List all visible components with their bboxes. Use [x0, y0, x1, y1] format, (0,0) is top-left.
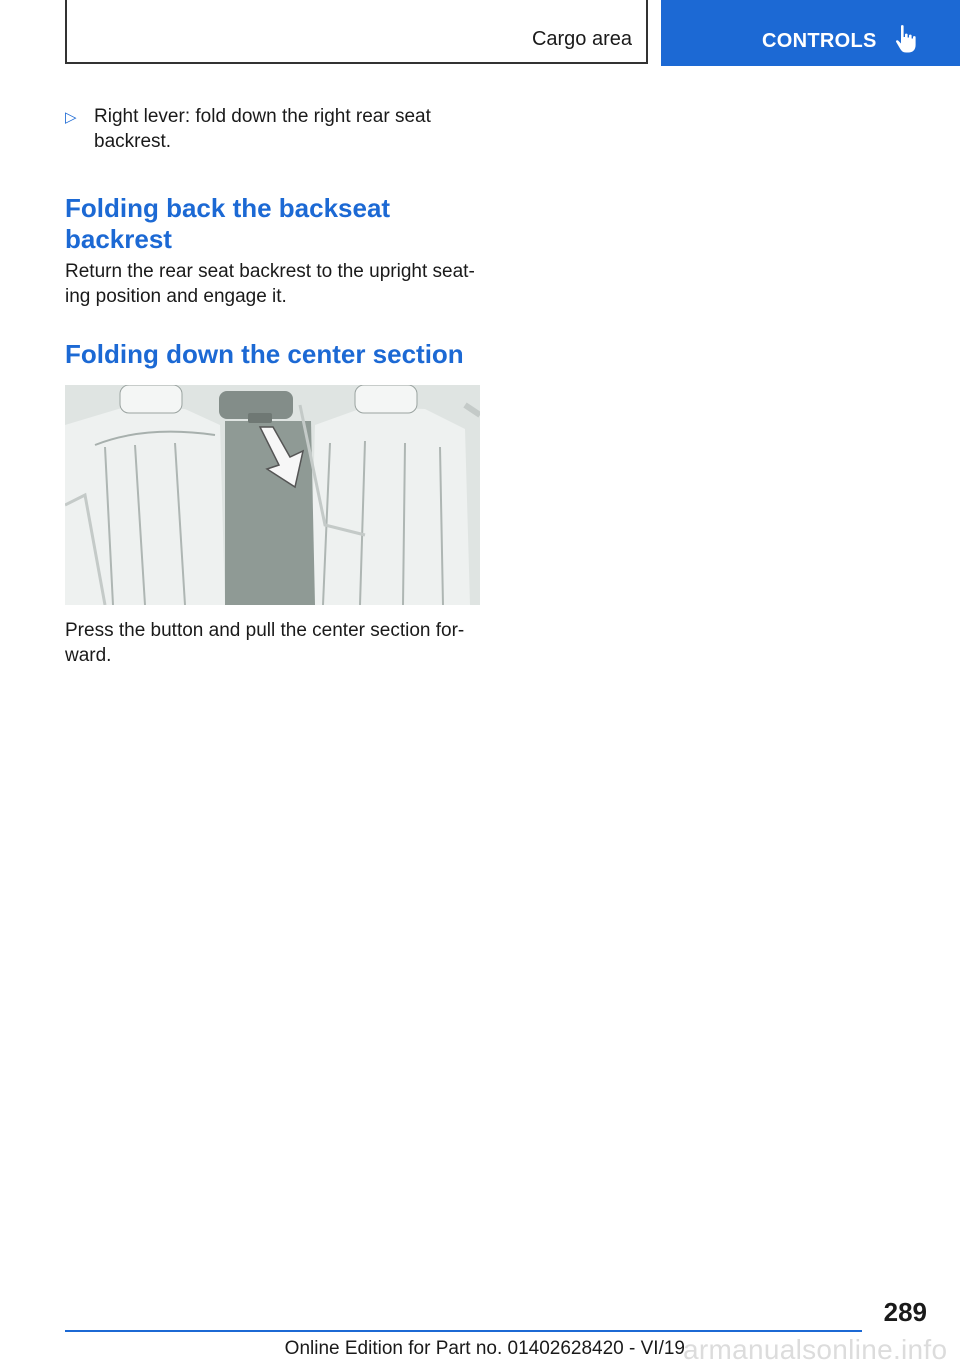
paragraph-center-section: Press the button and pull the center section forward.	[65, 620, 465, 666]
watermark-text: armanualsonline.info	[683, 1334, 948, 1365]
pointing-hand-icon	[895, 24, 921, 54]
paragraph-folding-back: Return the rear seat backrest to the upright seating position and engage it.	[65, 261, 475, 307]
heading-center-section: Folding down the center section	[65, 339, 464, 369]
page-content	[65, 104, 480, 668]
chapter-label: CONTROLS	[762, 30, 877, 52]
bullet-item	[65, 104, 480, 154]
bullet-text: Right lever: fold down the right rear seat backrest.	[94, 106, 431, 152]
triangle-bullet-icon: ▷	[65, 109, 77, 126]
header-section-box	[65, 0, 648, 64]
header-section-title: Cargo area	[531, 28, 632, 50]
footer-edition-text: Online Edition for Part no. 01402628420 - VI/19	[284, 1338, 685, 1359]
footer-divider	[65, 1330, 862, 1332]
rear-seat-illustration	[65, 385, 480, 605]
heading-folding-back: Folding back the backseat backrest	[65, 193, 391, 254]
header-chapter-tab	[661, 0, 960, 66]
page-number: 289	[883, 1297, 927, 1327]
